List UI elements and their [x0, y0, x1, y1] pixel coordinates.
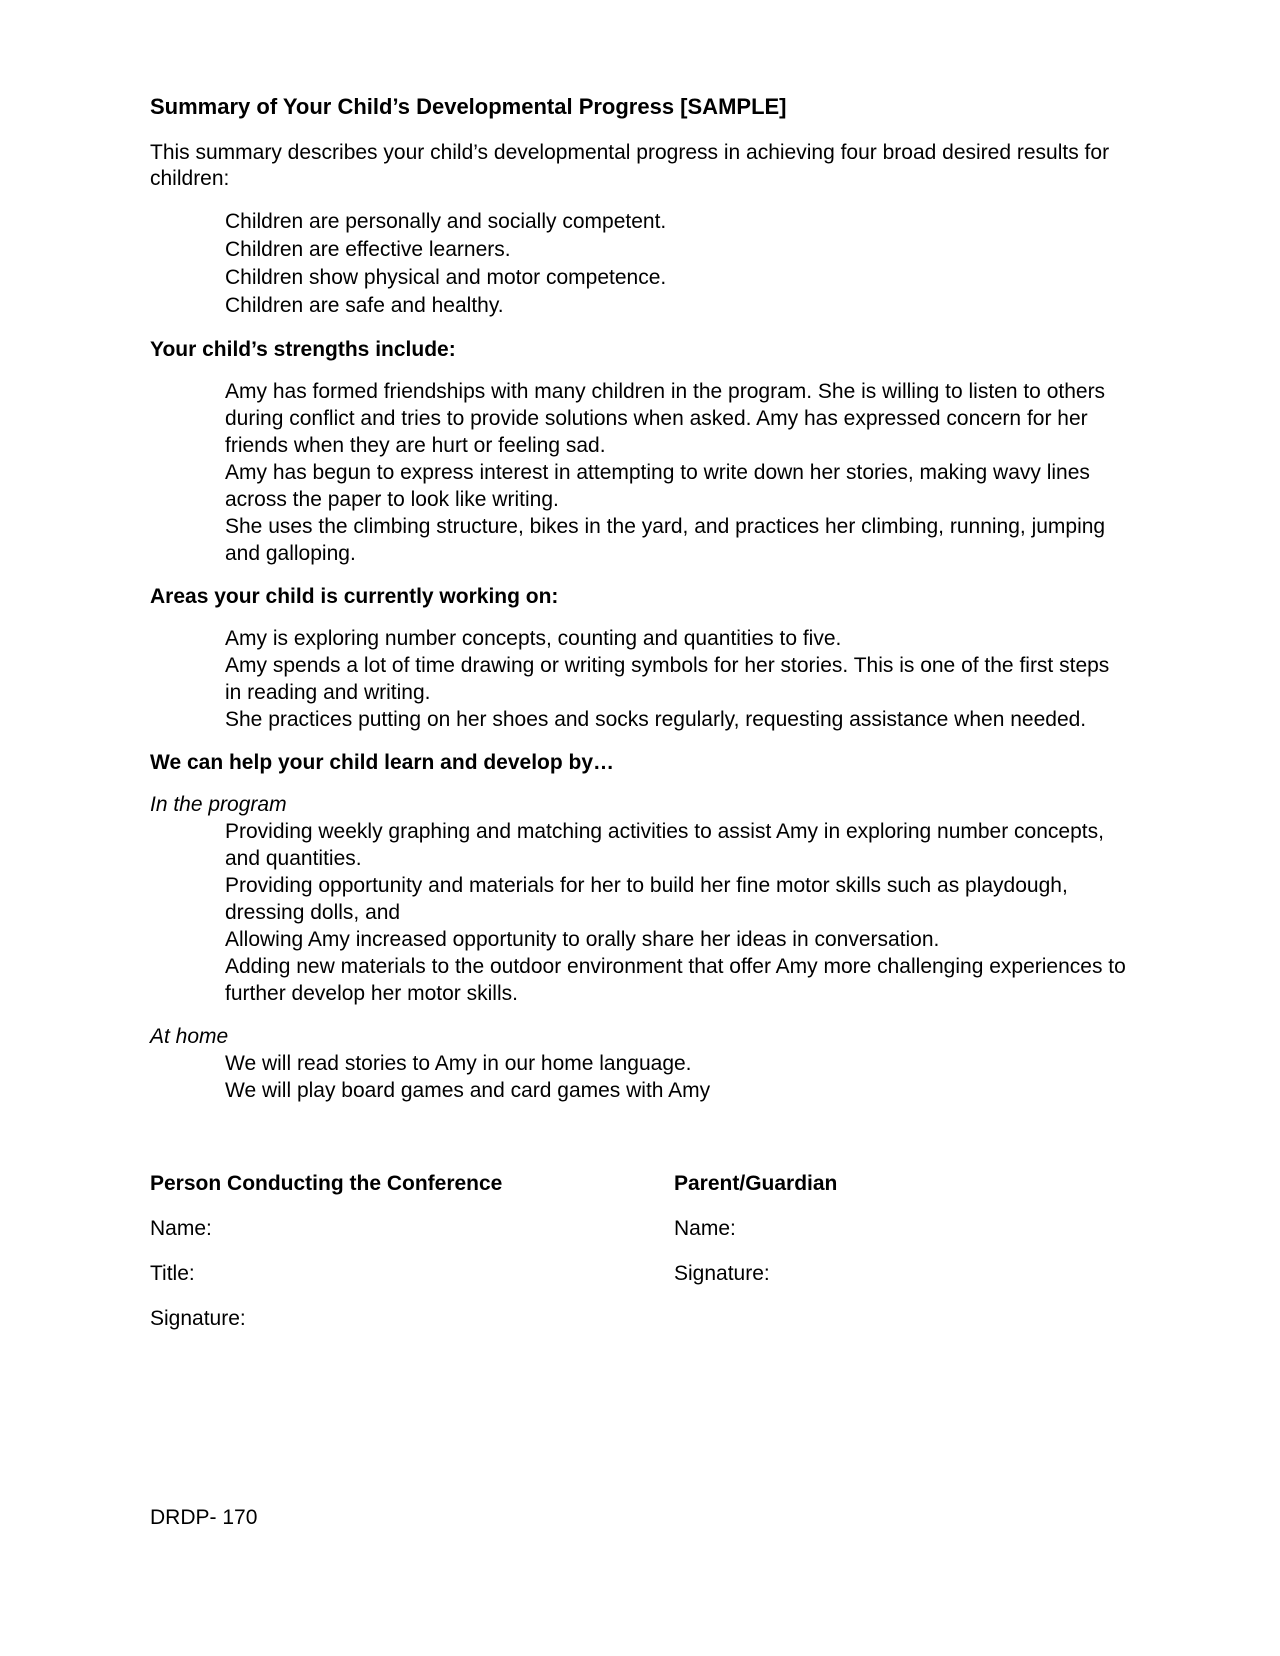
list-item: Providing opportunity and materials for her to build her fine motor skills such as playdough, dressing dolls, and	[225, 874, 1068, 924]
strengths-heading: Your child’s strengths include:	[150, 338, 456, 361]
page-title: Summary of Your Child’s Developmental Progress [SAMPLE]	[150, 94, 787, 119]
document-page	[150, 92, 1130, 1120]
list-item: We will read stories to Amy in our home language.	[225, 1052, 692, 1075]
in-program-subheading: In the program	[150, 793, 287, 816]
help-heading: We can help your child learn and develop by…	[150, 751, 615, 774]
form-code: DRDP- 170	[150, 1506, 258, 1529]
list-item: Children are safe and healthy.	[225, 294, 504, 317]
guardian-signature-label: Signature:	[674, 1262, 770, 1285]
conductor-heading: Person Conducting the Conference	[150, 1172, 503, 1195]
list-item: Children are personally and socially competent.	[225, 210, 667, 233]
desired-results-list	[225, 208, 1130, 320]
strengths-list	[225, 378, 1130, 567]
list-item: Amy is exploring number concepts, counting and quantities to five.	[225, 627, 842, 650]
list-item: Providing weekly graphing and matching activities to assist Amy in exploring number concepts, and quantities.	[225, 820, 1104, 870]
guardian-signature-block	[674, 1170, 837, 1305]
at-home-subheading: At home	[150, 1025, 229, 1048]
list-item: Children are effective learners.	[225, 238, 511, 261]
in-program-list	[225, 818, 1130, 1007]
list-item: We will play board games and card games with Amy	[225, 1079, 711, 1102]
guardian-name-label: Name:	[674, 1217, 736, 1240]
list-item: Adding new materials to the outdoor environment that offer Amy more challenging experiences to further develop her motor skills.	[225, 955, 1126, 1005]
working-on-heading: Areas your child is currently working on:	[150, 585, 559, 608]
guardian-heading: Parent/Guardian	[674, 1172, 838, 1195]
conductor-title-label: Title:	[150, 1262, 195, 1285]
conductor-name-label: Name:	[150, 1217, 212, 1240]
conductor-signature-block	[150, 1170, 502, 1350]
list-item: Amy has formed friendships with many children in the program. She is willing to listen to others during conflict and tries to provide solutions when asked. Amy has expressed concern for her friends when they are hurt or feeling sad.	[225, 380, 1106, 457]
list-item: Allowing Amy increased opportunity to orally share her ideas in conversation.	[225, 928, 940, 951]
list-item: She uses the climbing structure, bikes in the yard, and practices her climbing, running, jumping and galloping.	[225, 515, 1106, 565]
list-item: She practices putting on her shoes and socks regularly, requesting assistance when needed.	[225, 708, 1087, 731]
working-on-list	[225, 625, 1130, 733]
list-item: Amy has begun to express interest in attempting to write down her stories, making wavy lines across the paper to look like writing.	[225, 461, 1090, 511]
list-item: Amy spends a lot of time drawing or writing symbols for her stories. This is one of the first steps in reading and writing.	[225, 654, 1110, 704]
list-item: Children show physical and motor competence.	[225, 266, 667, 289]
conductor-signature-label: Signature:	[150, 1307, 246, 1330]
at-home-list	[225, 1050, 1130, 1104]
intro-paragraph: This summary describes your child’s developmental progress in achieving four broad desired results for children:	[150, 141, 1110, 190]
